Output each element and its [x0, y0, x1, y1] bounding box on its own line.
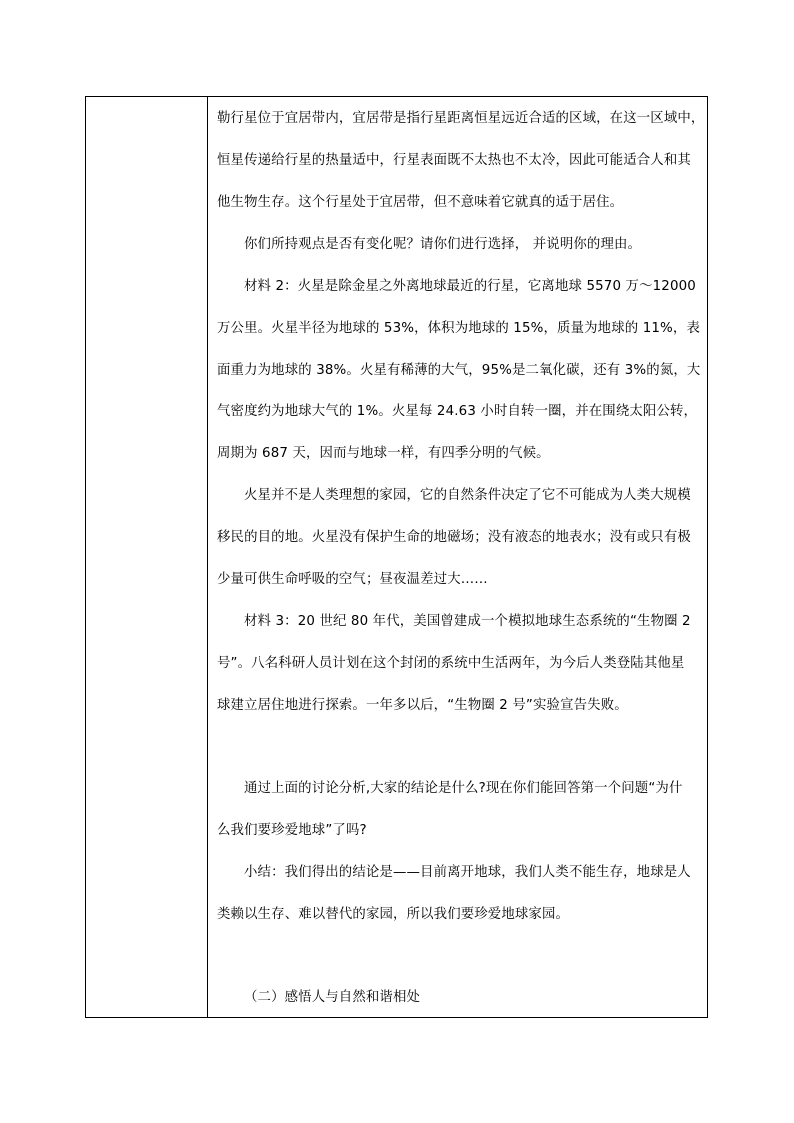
text-line: 材料 3：20 世纪 80 年代，美国曾建成一个模拟地球生态系统的“生物圈 2 [244, 614, 691, 629]
text-line: 小结：我们得出的结论是——目前离开地球，我们人类不能生存，地球是人 [244, 865, 691, 880]
text-line: 类赖以生存、难以替代的家园，所以我们要珍爱地球家园。 [217, 907, 570, 922]
section-heading: （二）感悟人与自然和谐相处 [244, 990, 421, 1005]
text-line: 气密度约为地球大气的 1%。火星每 24.63 小时自转一圈，并在围绕太阳公转， [217, 404, 698, 419]
text-line: 通过上面的讨论分析,大家的结论是什么?现在你们能回答第一个问题“为什 [244, 781, 683, 796]
text-line: 他生物生存。这个行星处于宜居带，但不意味着它就真的适于居住。 [217, 195, 624, 210]
text-line: 万公里。火星半径为地球的 53%，体积为地球的 15%，质量为地球的 11%，表 [217, 321, 700, 336]
text-line: 勒行星位于宜居带内，宜居带是指行星距离恒星远近合适的区域，在这一区域中， [217, 111, 705, 126]
text-line: 球建立居住地进行探索。一年多以后，“生物圈 2 号”实验宣告失败。 [217, 698, 628, 713]
text-line: 材料 2：火星是除金星之外离地球最近的行星，它离地球 5570 万～12000 [244, 279, 696, 294]
text-line: 火星并不是人类理想的家园，它的自然条件决定了它不可能成为人类大规模 [244, 488, 691, 503]
content-cell [208, 97, 707, 1017]
text-line: 号”。八名科研人员计划在这个封闭的系统中生活两年，为今后人类登陆其他星 [217, 656, 685, 671]
left-column-cell [86, 97, 208, 1017]
text-line: 移民的目的地。火星没有保护生命的地磁场；没有液态的地表水；没有或只有极 [217, 530, 691, 545]
text-line: 面重力为地球的 38%。火星有稀薄的大气，95%是二氧化碳，还有 3%的氮，大 [217, 363, 701, 378]
text-line: 你们所持观点是否有变化呢？请你们进行选择， 并说明你的理由。 [244, 237, 642, 252]
lesson-table [85, 96, 708, 1018]
text-line: 恒星传递给行星的热量适中，行星表面既不太热也不太冷，因此可能适合人和其 [217, 153, 691, 168]
text-line: 么我们要珍爱地球”了吗? [217, 823, 367, 838]
text-line: 少量可供生命呼吸的空气；昼夜温差过大…… [217, 572, 488, 587]
text-line: 周期为 687 天，因而与地球一样，有四季分明的气候。 [217, 446, 550, 461]
